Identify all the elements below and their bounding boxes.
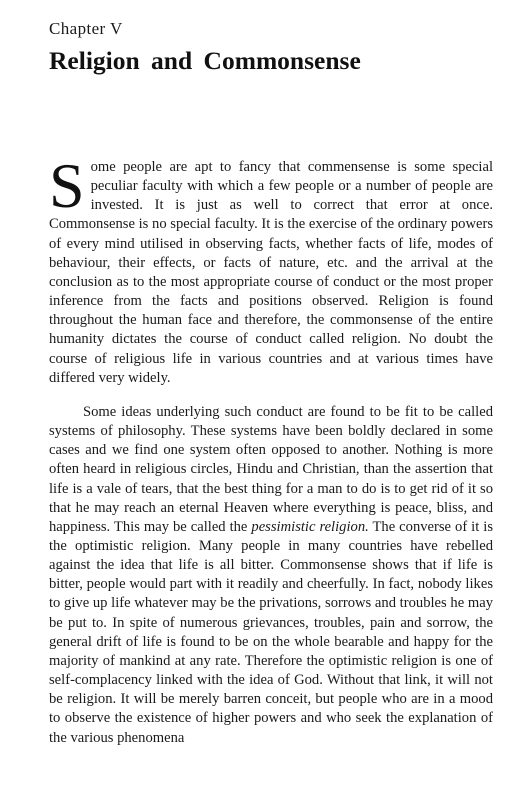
italic-term: pessimistic religion. — [251, 518, 369, 535]
chapter-title: Religion and Commonsense — [49, 46, 361, 75]
paragraph — [49, 150, 493, 388]
drop-cap: S — [49, 150, 85, 221]
paragraph-text: The converse of it is the optimistic religion. Many people in many countries have rebelled against the idea that life is all bitter. Commonsense shows that if life is bitter, people would part with it readily and cheerfully. In fact, nobody likes to give up life whatever may be the privations, sorrows and troubles he may be put to. In spite of numerous grievances, troubles, pain and sorrow, the general drift of life is found to be on the whole bearable and happy for the majority of mankind at any rate. Therefore the optimistic religion is one of self-complacency linked with the idea of God. Without that link, it will not be religion. It will be merely barren conceit, but people who are in a mood to observe the existence of higher powers and who seek the explanation of the various phenomena — [49, 518, 494, 746]
chapter-label: Chapter V — [49, 19, 123, 38]
paragraph — [49, 403, 493, 748]
body-text — [49, 150, 494, 748]
paragraph-text: ome people are apt to fancy that commensense is some special peculiar faculty with which a few people or a number of people are invested. It is just as well to correct that error at once. Commonsense is no special faculty. It is the exercise of the ordinary powers of every mind utilised in observing facts, whether facts of life, modes of behaviour, their effects, or facts of nature, etc. and the arrival at the conclusion as to the most appropriate course of conduct or the most proper inference from the facts and positions observed. Religion is found throughout the human face and therefore, the commonsense of the entire humanity dictates the course of conduct called religion. No doubt the course of religious life in various countries and at various times have differed very widely. — [49, 159, 493, 386]
paragraph-text: Some ideas underlying such conduct are found to be fit to be called systems of philosophy. These systems have been boldly declared in some cases and we find one system often opposed to another. Nothing is more often heard in religious circles, Hindu and Christian, than the assertion that life is a vale of tears, that the best thing for a man to do is to get rid of it so that he may reach an eternal Heaven where everything is peace, bliss, and happiness. This may be called the — [49, 403, 493, 535]
